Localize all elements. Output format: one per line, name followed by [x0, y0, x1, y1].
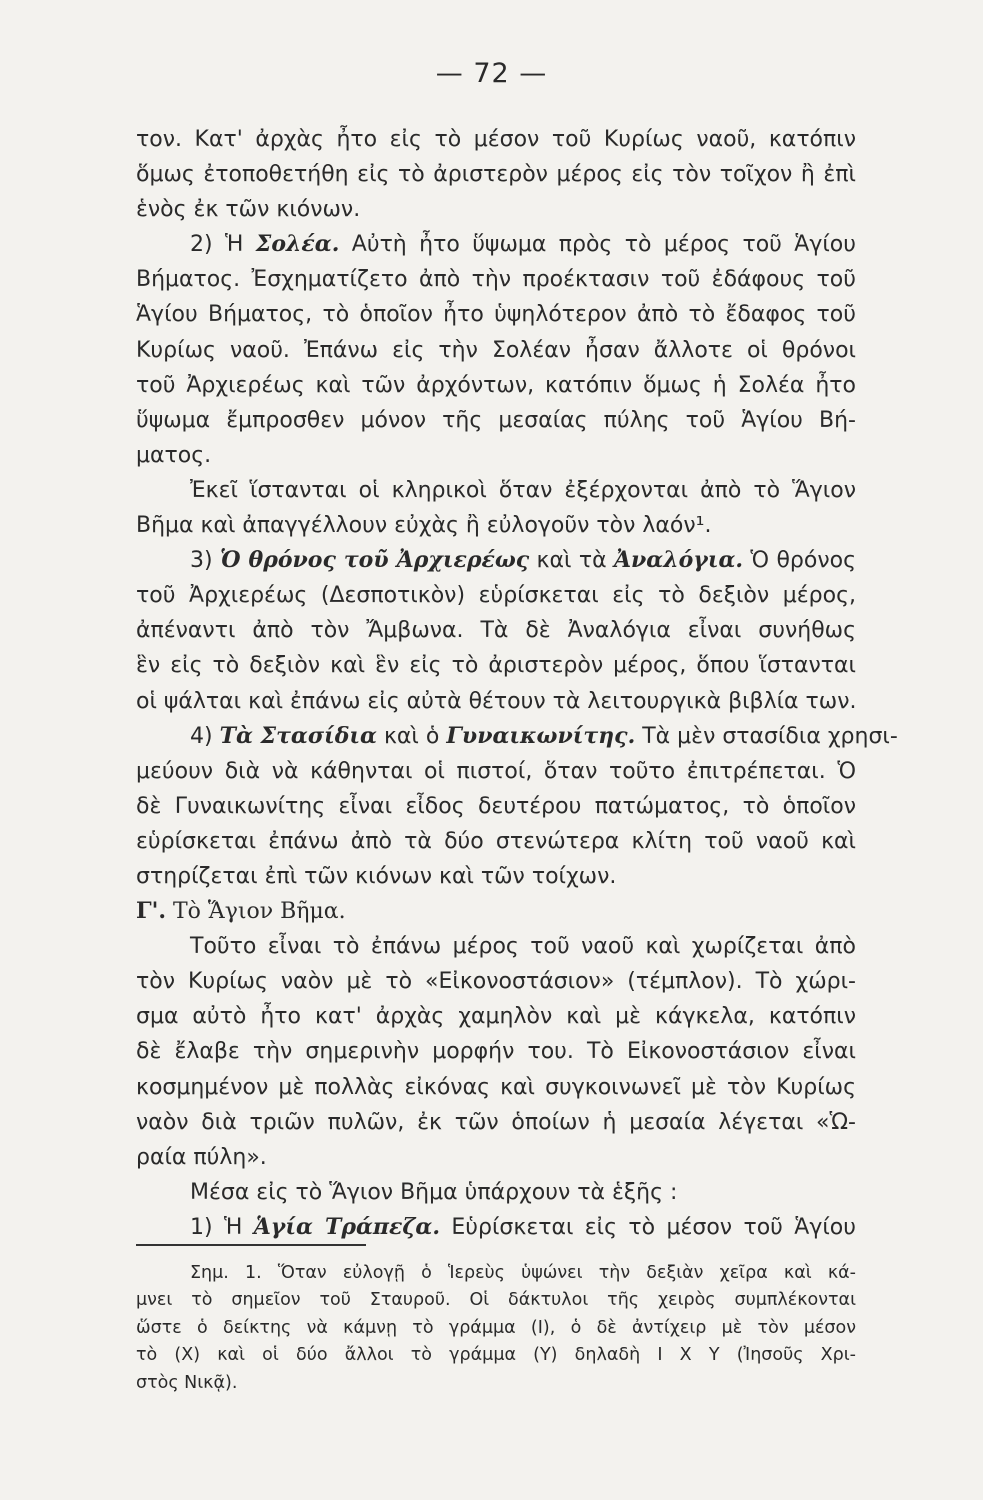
text-line: Κυρίως ναοῦ. Ἐπάνω εἰς τὴν Σολέαν ἦσαν ἄλλοτε οἱ θρόνοι — [136, 337, 856, 363]
item-number: 2) Ἡ — [190, 232, 256, 258]
section-title: Τὸ Ἅγιον Βῆμα. — [166, 899, 346, 925]
text-line: Ἐκεῖ ἵστανται οἱ κληρικοὶ ὅταν ἐξέρχονται ἀπὸ τὸ Ἅγιον — [190, 477, 856, 503]
term-analogia: Ἀναλόγια. — [613, 547, 744, 574]
text-line: Βήματος. Ἐσχηματίζετο ἀπὸ τὴν προέκτασιν τοῦ ἐδάφους τοῦ — [136, 267, 856, 293]
text-line: τον. Κατ' ἀρχὰς ἦτο εἰς τὸ μέσον τοῦ Κυρίως ναοῦ, κατόπιν — [136, 127, 856, 152]
text-run: καὶ τὰ — [529, 548, 614, 574]
text-line: δὲ ἔλαβε τὴν σημερινὴν μορφήν του. Τὸ Εἰκονοστάσιον εἶναι — [136, 1039, 856, 1065]
text-line: Βῆμα καὶ ἀπαγγέλλουν εὐχὰς ἢ εὐλογοῦν τὸν λαόν¹. — [136, 513, 712, 539]
text-line-agia-trapeza — [136, 1210, 856, 1245]
text-line: κοσμημένον μὲ πολλὰς εἰκόνας καὶ συγκοινωνεῖ μὲ τὸν Κυρίως — [136, 1074, 856, 1100]
text-line: Ἁγίου Βήματος, τὸ ὁποῖον ἦτο ὑψηλότερον ἀπὸ τὸ ἔδαφος τοῦ — [136, 302, 856, 328]
section-heading — [136, 894, 856, 929]
term-agia-trapeza: Ἁγία Τράπεζα. — [253, 1213, 440, 1240]
text-run: Εὑρίσκεται εἰς τὸ μέσον τοῦ Ἁγίου — [439, 1214, 856, 1240]
footnote — [136, 1260, 856, 1397]
footnote-rule — [136, 1244, 366, 1246]
text-line: ὕψωμα ἔμπροσθεν μόνον τῆς μεσαίας πύλης τοῦ Ἁγίου Βή- — [136, 407, 856, 433]
text-line: ὅμως ἐτοποθετήθη εἰς τὸ ἀριστερὸν μέρος εἰς τὸν τοῖχον ἢ ἐπὶ — [136, 162, 856, 188]
text-line-stasidia — [136, 719, 898, 754]
text-line: τοῦ Ἀρχιερέως καὶ τῶν ἀρχόντων, κατόπιν ὅμως ἡ Σολέα ἦτο — [136, 372, 856, 398]
text-line-thronos — [136, 543, 856, 578]
term-gynaikonitis: Γυναικωνίτης. — [446, 722, 636, 749]
text-run: Ὁ θρόνος — [743, 548, 856, 574]
item-number: 3) — [190, 548, 220, 574]
text-line: μεύουν διὰ νὰ κάθηνται οἱ πιστοί, ὅταν τοῦτο ἐπιτρέπεται. Ὁ — [136, 758, 856, 784]
text-line: Μέσα εἰς τὸ Ἅγιον Βῆμα ὑπάρχουν τὰ ἑξῆς : — [190, 1179, 678, 1205]
text-line: τοῦ Ἀρχιερέως (Δεσποτικὸν) εὑρίσκεται εἰς τὸ δεξιὸν μέρος, — [136, 583, 856, 609]
section-letter: Γ'. — [136, 898, 167, 925]
term-solea: Σολέα. — [255, 231, 340, 258]
text-line: ἓν εἰς τὸ δεξιὸν καὶ ἓν εἰς τὸ ἀριστερὸν μέρος, ὅπου ἵστανται — [136, 653, 856, 679]
text-line: οἱ ψάλται καὶ ἐπάνω εἰς αὐτὰ θέτουν τὰ λειτουργικὰ βιβλία των. — [136, 688, 857, 714]
footnote-line: τὸ (Χ) καὶ οἱ δύο ἄλλοι τὸ γράμμα (Υ) δηλαδὴ Ι Χ Υ (Ἰησοῦς Χρι- — [136, 1345, 856, 1366]
term-stasidia: Τὰ Στασίδια — [219, 722, 377, 749]
text-line: στηρίζεται ἐπὶ τῶν κιόνων καὶ τῶν τοίχων. — [136, 863, 617, 889]
body-text — [136, 122, 898, 1245]
text-line: ἑνὸς ἐκ τῶν κιόνων. — [136, 197, 361, 223]
item-number: 4) — [190, 723, 220, 749]
text-run: Τὰ μὲν στασίδια χρησι- — [635, 723, 898, 749]
text-line: δὲ Γυναικωνίτης εἶναι εἶδος δευτέρου πατώματος, τὸ ὁποῖον — [136, 793, 856, 819]
term-thronos: Ὁ θρόνος τοῦ Ἀρχιερέως — [219, 547, 530, 574]
text-line: ναὸν διὰ τριῶν πυλῶν, ἐκ τῶν ὁποίων ἡ μεσαία λέγεται «Ὡ- — [136, 1109, 856, 1135]
text-line: σμα αὐτὸ ἦτο κατ' ἀρχὰς χαμηλὸν καὶ μὲ κάγκελα, κατόπιν — [136, 1004, 856, 1030]
text-line: Τοῦτο εἶναι τὸ ἐπάνω μέρος τοῦ ναοῦ καὶ χωρίζεται ἀπὸ — [190, 934, 856, 960]
text-run: Αὐτὴ ἦτο ὕψωμα πρὸς τὸ μέρος τοῦ Ἁγίου — [339, 232, 856, 258]
text-line: ραία πύλη». — [136, 1144, 267, 1170]
item-number: 1) Ἡ — [190, 1214, 254, 1240]
text-line-solea — [136, 227, 856, 262]
text-line: ματος. — [136, 442, 212, 468]
text-line: ἀπέναντι ἀπὸ τὸν Ἄμβωνα. Τὰ δὲ Ἀναλόγια εἶναι συνήθως — [136, 618, 856, 644]
footnote-line: Σημ. 1. Ὅταν εὐλογῇ ὁ Ἱερεὺς ὑψώνει τὴν δεξιὰν χεῖρα καὶ κά- — [190, 1263, 856, 1283]
text-run: καὶ ὁ — [376, 723, 447, 749]
footnote-line: στὸς Νικᾷ). — [136, 1372, 238, 1393]
text-line: τὸν Κυρίως ναὸν μὲ τὸ «Εἰκονοστάσιον» (τέμπλον). Τὸ χώρι- — [136, 969, 856, 995]
footnote-line: μνει τὸ σημεῖον τοῦ Σταυροῦ. Οἱ δάκτυλοι τῆς χειρὸς συμπλέκονται — [136, 1290, 856, 1311]
footnote-line: ὥστε ὁ δείκτης νὰ κάμνῃ τὸ γράμμα (Ι), ὁ δὲ ἀντίχειρ μὲ τὸν μέσον — [136, 1317, 856, 1338]
page-number: — 72 — — [435, 58, 548, 89]
text-line: εὑρίσκεται ἐπάνω ἀπὸ τὰ δύο στενώτερα κλίτη τοῦ ναοῦ καὶ — [136, 828, 856, 854]
